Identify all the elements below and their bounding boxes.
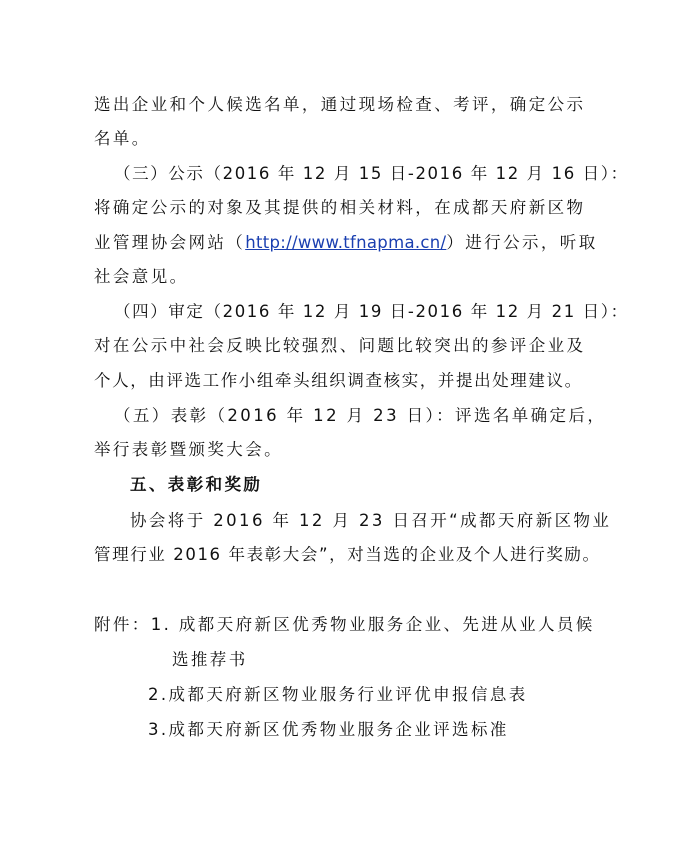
attachments-label: 附件： (94, 615, 151, 634)
para4-line2: 举行表彰暨颁奖大会。 (94, 440, 283, 459)
para2-line4: 社会意见。 (94, 267, 189, 286)
para4-line1: （五）表彰（2016 年 12 月 23 日）：评选名单确定后， (114, 406, 607, 425)
section5-line1: 协会将于 2016 年 12 月 23 日召开“成都天府新区物业 (130, 511, 612, 530)
para1-line1: 选出企业和个人候选名单，通过现场检查、考评，确定公示 (94, 95, 586, 114)
section5-heading: 五、表彰和奖励 (130, 475, 263, 494)
para2-line1: （三）公示（2016 年 12 月 15 日-2016 年 12 月 16 日）： (114, 164, 629, 183)
attachment-item-3: 3.成都天府新区优秀物业服务企业评选标准 (148, 720, 509, 739)
attachment-item-1: 1. 成都天府新区优秀物业服务企业、先进从业人员候 (150, 615, 595, 634)
attachment-item-2: 2.成都天府新区物业服务行业评优申报信息表 (148, 685, 528, 704)
para2-line2: 将确定公示的对象及其提供的相关材料，在成都天府新区物 (94, 198, 586, 217)
attachments-first-line (94, 614, 595, 636)
para1-line2: 名单。 (94, 129, 151, 148)
para3-line2: 对在公示中社会反映比较强烈、问题比较突出的参评企业及 (94, 336, 586, 355)
para2-line3 (94, 232, 598, 254)
para2-line3-before: 业管理协会网站（ (94, 233, 246, 252)
para2-line3-after: ）进行公示，听取 (446, 233, 598, 252)
attachment-item-1-cont: 选推荐书 (172, 650, 248, 669)
section5-line2: 管理行业 2016 年表彰大会”，对当选的企业及个人进行奖励。 (94, 545, 601, 564)
para3-line1: （四）审定（2016 年 12 月 19 日-2016 年 12 月 21 日）： (114, 302, 629, 321)
association-website-link[interactable]: http://www.tfnapma.cn/ (245, 233, 447, 252)
para3-line3: 个人，由评选工作小组牵头组织调查核实，并提出处理建议。 (94, 371, 583, 390)
